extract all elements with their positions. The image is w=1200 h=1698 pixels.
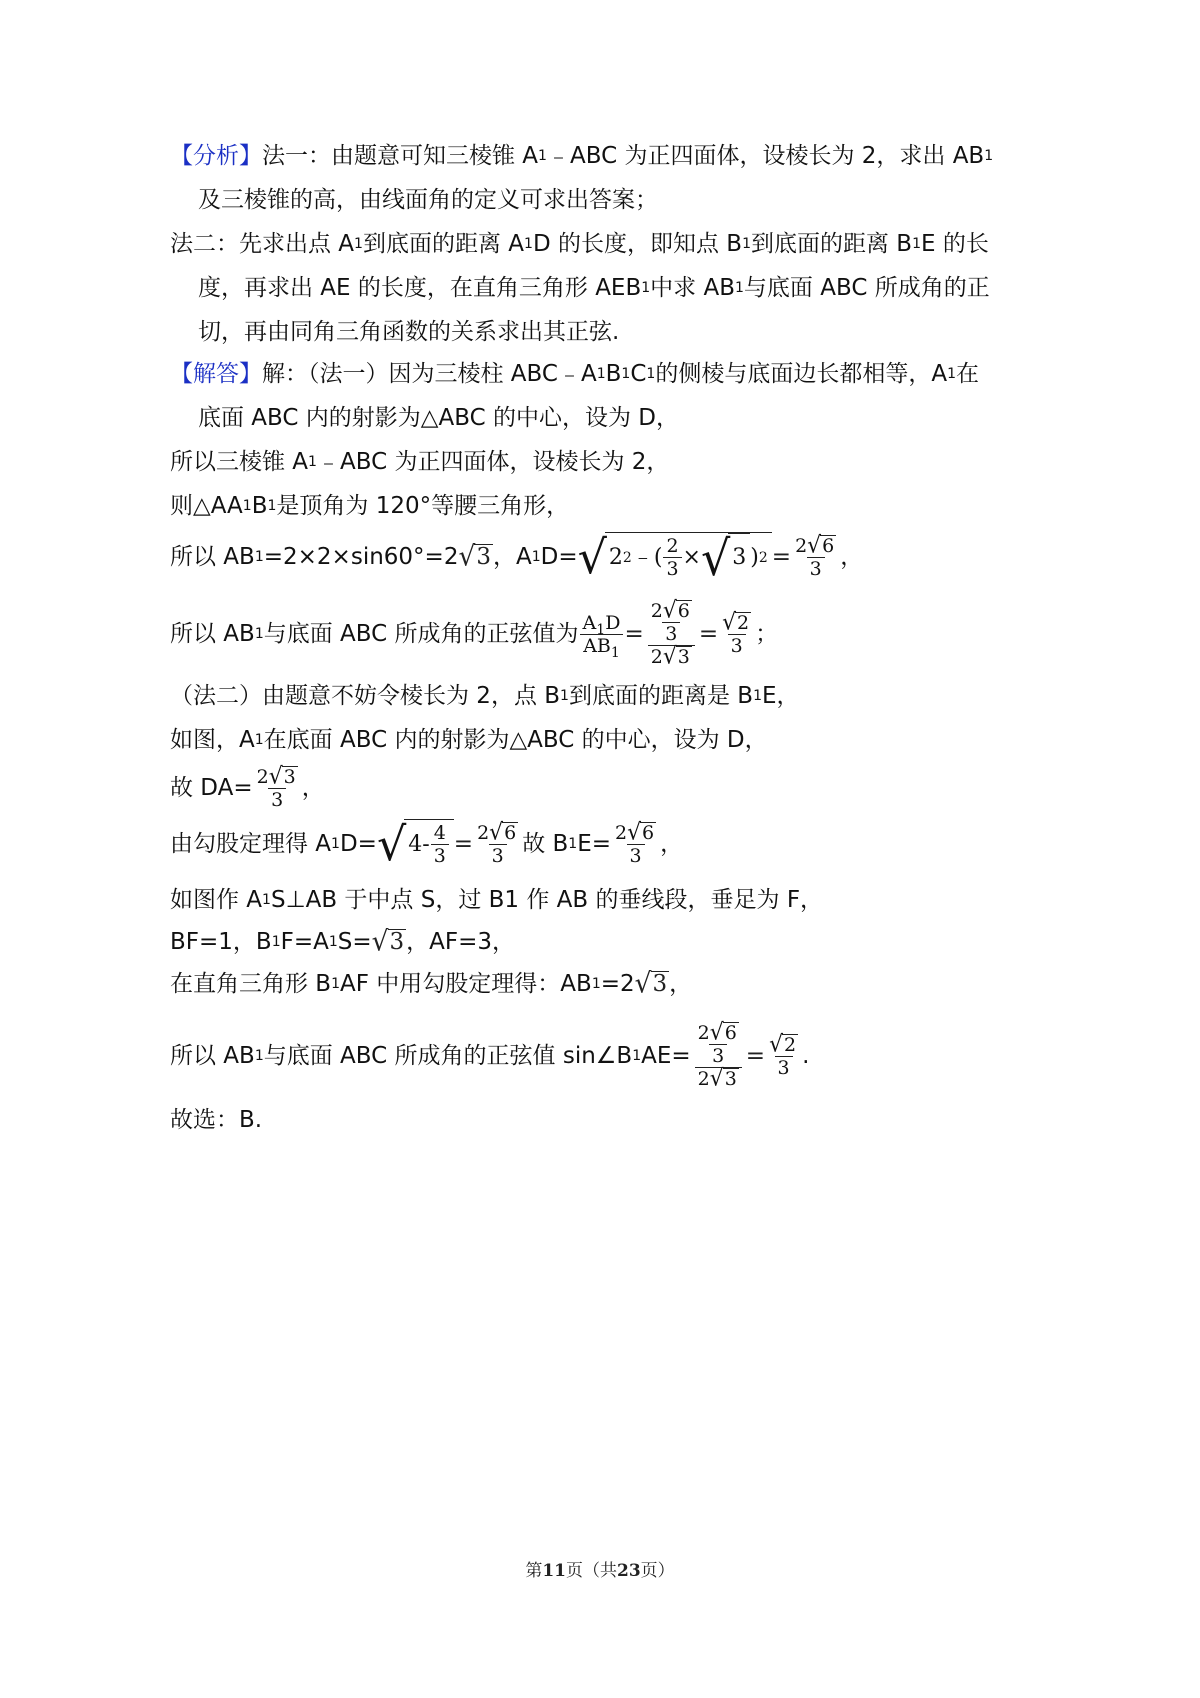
sqrt-3: √ 3 [458,539,491,573]
solution-line-8: 如图，A 1 在底面 ABC 内的射影为△ABC 的中心，设为 D， [170,724,768,756]
page-footer [0,1556,1200,1581]
text: 与底面 ABC 所成角的正 [743,275,990,301]
text: 到底面的距离 B [750,231,913,257]
analysis-line-4: 度，再求出 AE 的长度，在直角三角形 AEB 1 中求 AB 1 与底面 ABC 所成角的正 [198,272,990,304]
frac-root2-over-3: √ 2 3 [769,1030,797,1079]
text: 所以 AB [170,1043,255,1069]
text: ﹣ABC 为正四面体，设棱长为 2， [316,449,670,475]
text: E= [577,831,612,857]
text: ，A [492,544,532,570]
analysis-label: 【分析】 [170,143,262,169]
solution-line-3: 所以三棱锥 A 1 ﹣ABC 为正四面体，设棱长为 2， [170,446,669,478]
solution-line-12: BF=1，B 1 F=A 1 S= √ 3 ，AF=3， [170,924,516,958]
text: 则△AA [170,493,243,519]
text: 与底面 ABC 所成角的正弦值为 [263,621,579,647]
solution-line-14: 所以 AB 1 与底面 ABC 所成角的正弦值 sin∠B 1 AE= 2 √ 6 3 2 √ 3 = √ 2 3 . [170,1019,810,1092]
text: 中求 AB [650,275,735,301]
compound-frac: 2 √ 6 3 2 √ 3 [692,1022,745,1090]
frac-2root6-over-3: 2 √ 6 3 [795,531,835,580]
text: D 的长度，即知点 B [532,231,743,257]
analysis-line-2 [198,184,658,216]
text: ﹣ABC 为正四面体，设棱长为 2，求出 AB [546,143,985,169]
text: 度，再求出 AE 的长度，在直角三角形 AEB [198,275,642,301]
text: C [630,361,647,387]
text: 及三棱锥的高，由线面角的定义可求出答案； [198,187,658,213]
text: 解：（法一）因为三棱柱 ABC﹣A [262,361,597,387]
text: B [605,361,622,387]
solution-line-7: （法二）由题意不妨令棱长为 2，点 B 1 到底面的距离是 B 1 E， [170,680,800,712]
solution-line-6: 所以 AB 1 与底面 ABC 所成角的正弦值为 $\frac{A_1D}{AB_1}$ = 2 √ 6 3 2 √ 3 = √ 2 3 ； [170,597,779,670]
analysis-line-3: 法二：先求出点 A 1 到底面的距离 A 1 D 的长度，即知点 B 1 到底面的距离 B 1 E 的长 [170,228,989,260]
text: ，AF=3， [406,929,516,955]
solution-line-5: 所以 AB 1 =2×2×sin60°=2 √ 3 ，A 1 D= √ 2 2 ﹣ ( $\frac{2}{3}$ × √ 3 ) 2 = 2 √ 6 3 ， [170,529,864,586]
frac-2root3-over-3: 2 √ 3 3 [256,762,296,811]
solution-line-4: 则△AA 1 B 1 是顶角为 120°等腰三角形， [170,490,569,522]
text: B [251,493,268,519]
text: 所以 AB [170,621,255,647]
big-sqrt-expression: √ 2 2 ﹣ ( $\frac{2}{3}$ × √ 3 ) 2 [578,532,772,583]
text: 故选：B. [170,1107,263,1133]
solution-line-15 [170,1104,262,1136]
text: （法二）由题意不妨令棱长为 2，点 B [170,683,561,709]
text: 在 [955,361,979,387]
text: E， [761,683,800,709]
text: AE= [641,1043,691,1069]
frac-A1D-over-AB1: $\frac{A_1D}{AB_1}$ [580,612,624,657]
text: 故 DA= [170,775,253,801]
sqrt-4-minus-4-3: √ 4- $\frac{4}{3}$ [377,819,454,869]
sqrt-3: √ 3 [371,924,405,958]
footer-text: 第 [525,1561,543,1581]
text: BF=1，B [170,929,272,955]
footer-text: 页） [640,1561,675,1581]
solution-line-2 [198,402,679,434]
analysis-line-1: 【分析】 法一：由题意可知三棱锥 A 1 ﹣ABC 为正四面体，设棱长为 2，求出 AB 1 [170,140,993,172]
text: 与底面 ABC 所成角的正弦值 sin∠B [263,1043,633,1069]
solution-line-9 [170,760,325,816]
solution-line-1: 【解答】 解：（法一）因为三棱柱 ABC﹣A 1 B 1 C 1 的侧棱与底面边长都相等，A 1 在 [170,358,979,390]
text: 到底面的距离 A [362,231,525,257]
text: 切，再由同角三角函数的关系求出其正弦. [198,319,620,345]
text: 底面 ABC 内的射影为△ABC 的中心，设为 D， [198,405,679,431]
text: =2 [600,971,635,997]
text: ， [669,971,693,997]
text: ， [840,544,864,570]
solution-line-11: 如图作 A 1 S⊥AB 于中点 S，过 B1 作 AB 的垂线段，垂足为 F， [170,884,823,916]
text: D= [540,544,578,570]
frac-2root6-over-3: 2 √ 6 3 [615,818,655,867]
sqrt-3: √ 3 [634,966,668,1000]
text: ， [660,831,684,857]
text: E 的长 [921,231,989,257]
frac-root2-over-3: √ 2 3 [722,608,750,657]
text: . [802,1043,810,1069]
text: D= [339,831,377,857]
text: 是顶角为 120°等腰三角形， [276,493,570,519]
text: 故 B [522,831,569,857]
text: F=A [280,929,329,955]
text: S⊥AB 于中点 S，过 B1 作 AB 的垂线段，垂足为 F， [270,887,824,913]
frac-2root6-over-3: 2 √ 6 3 [477,818,517,867]
total-pages: 23 [617,1561,641,1581]
text: 的侧棱与底面边长都相等，A [655,361,948,387]
page-number: 11 [542,1561,566,1581]
text: S= [337,929,372,955]
text: 在底面 ABC 内的射影为△ABC 的中心，设为 D， [263,727,768,753]
text: AF 中用勾股定理得：AB [340,971,592,997]
text: =2×2×sin60°=2 [263,544,459,570]
text: ； [755,621,779,647]
text: 如图作 A [170,887,263,913]
solution-line-13: 在直角三角形 B 1 AF 中用勾股定理得：AB 1 =2 √ 3 ， [170,966,693,1000]
text: 法一：由题意可知三棱锥 A [262,143,539,169]
analysis-line-5 [198,316,619,348]
text: 在直角三角形 B [170,971,332,997]
text: 如图，A [170,727,255,753]
text: 所以 AB [170,544,255,570]
solution-line-10: 由勾股定理得 A 1 D= √ 4- $\frac{4}{3}$ = 2 √ 6 3 故 B 1 E= 2 √ 6 3 ， [170,817,684,871]
compound-frac: 2 √ 6 3 2 √ 3 [645,600,698,668]
text: 法二：先求出点 A [170,231,355,257]
text: 到底面的距离是 B [568,683,754,709]
solution-label: 【解答】 [170,361,262,387]
text: 由勾股定理得 A [170,831,332,857]
text: 所以三棱锥 A [170,449,309,475]
footer-text: 页（共 [566,1561,617,1581]
text: ， [301,775,325,801]
